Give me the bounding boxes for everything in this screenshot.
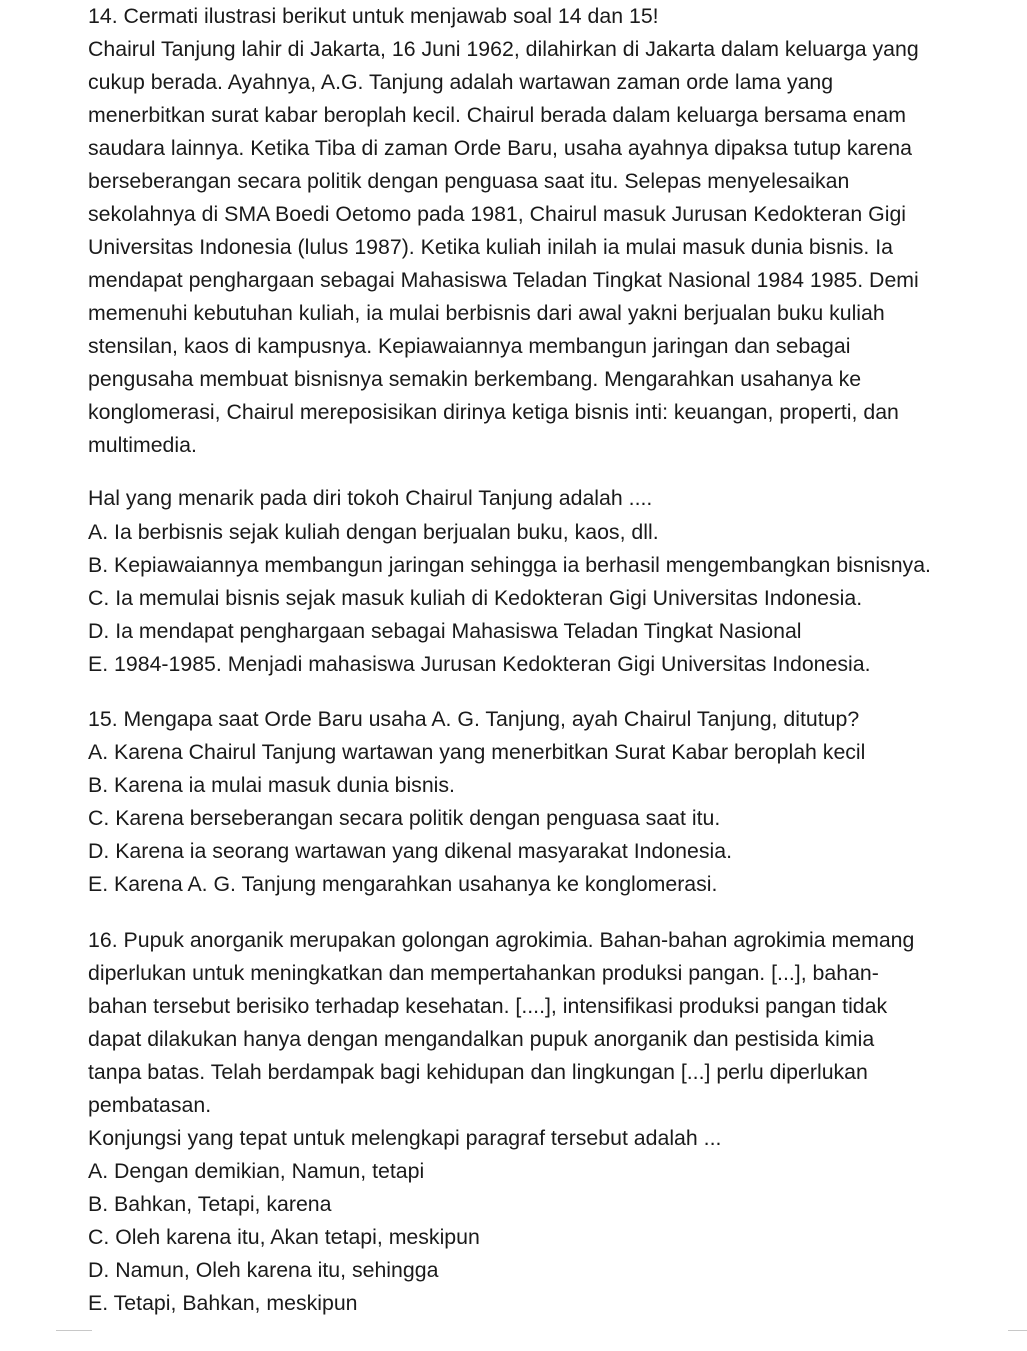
q16-passage-line: diperlukan untuk meningkatkan dan mempertahankan produksi pangan. [...], bahan-: [88, 961, 879, 985]
q14-passage-line: konglomerasi, Chairul mereposisikan dirinya ketiga bisnis inti: keuangan, properti, dan: [88, 400, 899, 424]
q14-passage-line: pengusaha membuat bisnisnya semakin berkembang. Mengarahkan usahanya ke: [88, 367, 862, 391]
page-bottom-divider-left: [56, 1330, 92, 1331]
q15-option-a: A. Karena Chairul Tanjung wartawan yang menerbitkan Surat Kabar beroplah kecil: [88, 740, 866, 764]
page-bottom-divider-right: [1008, 1330, 1027, 1331]
q14-passage-line: menerbitkan surat kabar beroplah kecil. Chairul berada dalam keluarga bersama enam: [88, 103, 907, 127]
q16-passage-line: 16. Pupuk anorganik merupakan golongan agrokimia. Bahan-bahan agrokimia memang: [88, 928, 915, 952]
q15-option-b: B. Karena ia mulai masuk dunia bisnis.: [88, 773, 455, 797]
q14-passage-line: Chairul Tanjung lahir di Jakarta, 16 Juni 1962, dilahirkan di Jakarta dalam keluarga yang: [88, 37, 919, 61]
q16-passage-line: bahan tersebut berisiko terhadap kesehatan. [....], intensifikasi produksi pangan tidak: [88, 994, 888, 1018]
q14-option-b: B. Kepiawaiannya membangun jaringan sehingga ia berhasil mengembangkan bisnisnya.: [88, 553, 931, 577]
q14-question: Hal yang menarik pada diri tokoh Chairul Tanjung adalah ....: [88, 486, 653, 510]
q14-option-c: C. Ia memulai bisnis sejak masuk kuliah di Kedokteran Gigi Universitas Indonesia.: [88, 586, 863, 610]
q16-passage-line: dapat dilakukan hanya dengan mengandalkan pupuk anorganik dan pestisida kimia: [88, 1027, 875, 1051]
q14-passage-line: saudara lainnya. Ketika Tiba di zaman Orde Baru, usaha ayahnya dipaksa tutup karena: [88, 136, 912, 160]
q15-question: 15. Mengapa saat Orde Baru usaha A. G. Tanjung, ayah Chairul Tanjung, ditutup?: [88, 707, 860, 731]
q14-option-d: D. Ia mendapat penghargaan sebagai Mahasiswa Teladan Tingkat Nasional: [88, 619, 802, 643]
q14-passage-line: memenuhi kebutuhan kuliah, ia mulai berbisnis dari awal yakni berjualan buku kuliah: [88, 301, 885, 325]
q15-option-e: E. Karena A. G. Tanjung mengarahkan usahanya ke konglomerasi.: [88, 872, 718, 896]
q14-title: 14. Cermati ilustrasi berikut untuk menjawab soal 14 dan 15!: [88, 4, 659, 28]
q16-passage-line: tanpa batas. Telah berdampak bagi kehidupan dan lingkungan [...] perlu diperlukan: [88, 1060, 868, 1084]
q14-passage-line: multimedia.: [88, 433, 197, 457]
q15-option-d: D. Karena ia seorang wartawan yang dikenal masyarakat Indonesia.: [88, 839, 733, 863]
q16-option-b: B. Bahkan, Tetapi, karena: [88, 1192, 332, 1216]
q14-passage-line: cukup berada. Ayahnya, A.G. Tanjung adalah wartawan zaman orde lama yang: [88, 70, 834, 94]
q14-passage-line: Universitas Indonesia (lulus 1987). Ketika kuliah inilah ia mulai masuk dunia bisnis. Ia: [88, 235, 893, 259]
q15-option-c: C. Karena berseberangan secara politik dengan penguasa saat itu.: [88, 806, 721, 830]
q14-passage-line: mendapat penghargaan sebagai Mahasiswa Teladan Tingkat Nasional 1984 1985. Demi: [88, 268, 919, 292]
q14-option-a: A. Ia berbisnis sejak kuliah dengan berjualan buku, kaos, dll.: [88, 520, 659, 544]
q16-option-a: A. Dengan demikian, Namun, tetapi: [88, 1159, 425, 1183]
q16-passage-line: pembatasan.: [88, 1093, 212, 1117]
q16-question: Konjungsi yang tepat untuk melengkapi paragraf tersebut adalah ...: [88, 1126, 722, 1150]
q16-option-e: E. Tetapi, Bahkan, meskipun: [88, 1291, 358, 1315]
q16-option-c: C. Oleh karena itu, Akan tetapi, meskipun: [88, 1225, 480, 1249]
q16-option-d: D. Namun, Oleh karena itu, sehingga: [88, 1258, 439, 1282]
q14-option-e: E. 1984-1985. Menjadi mahasiswa Jurusan Kedokteran Gigi Universitas Indonesia.: [88, 652, 871, 676]
q14-passage-line: berseberangan secara politik dengan penguasa saat itu. Selepas menyelesaikan: [88, 169, 850, 193]
q14-passage-line: sekolahnya di SMA Boedi Oetomo pada 1981, Chairul masuk Jurusan Kedokteran Gigi: [88, 202, 907, 226]
q14-passage-line: stensilan, kaos di kampusnya. Kepiawaiannya membangun jaringan dan sebagai: [88, 334, 851, 358]
